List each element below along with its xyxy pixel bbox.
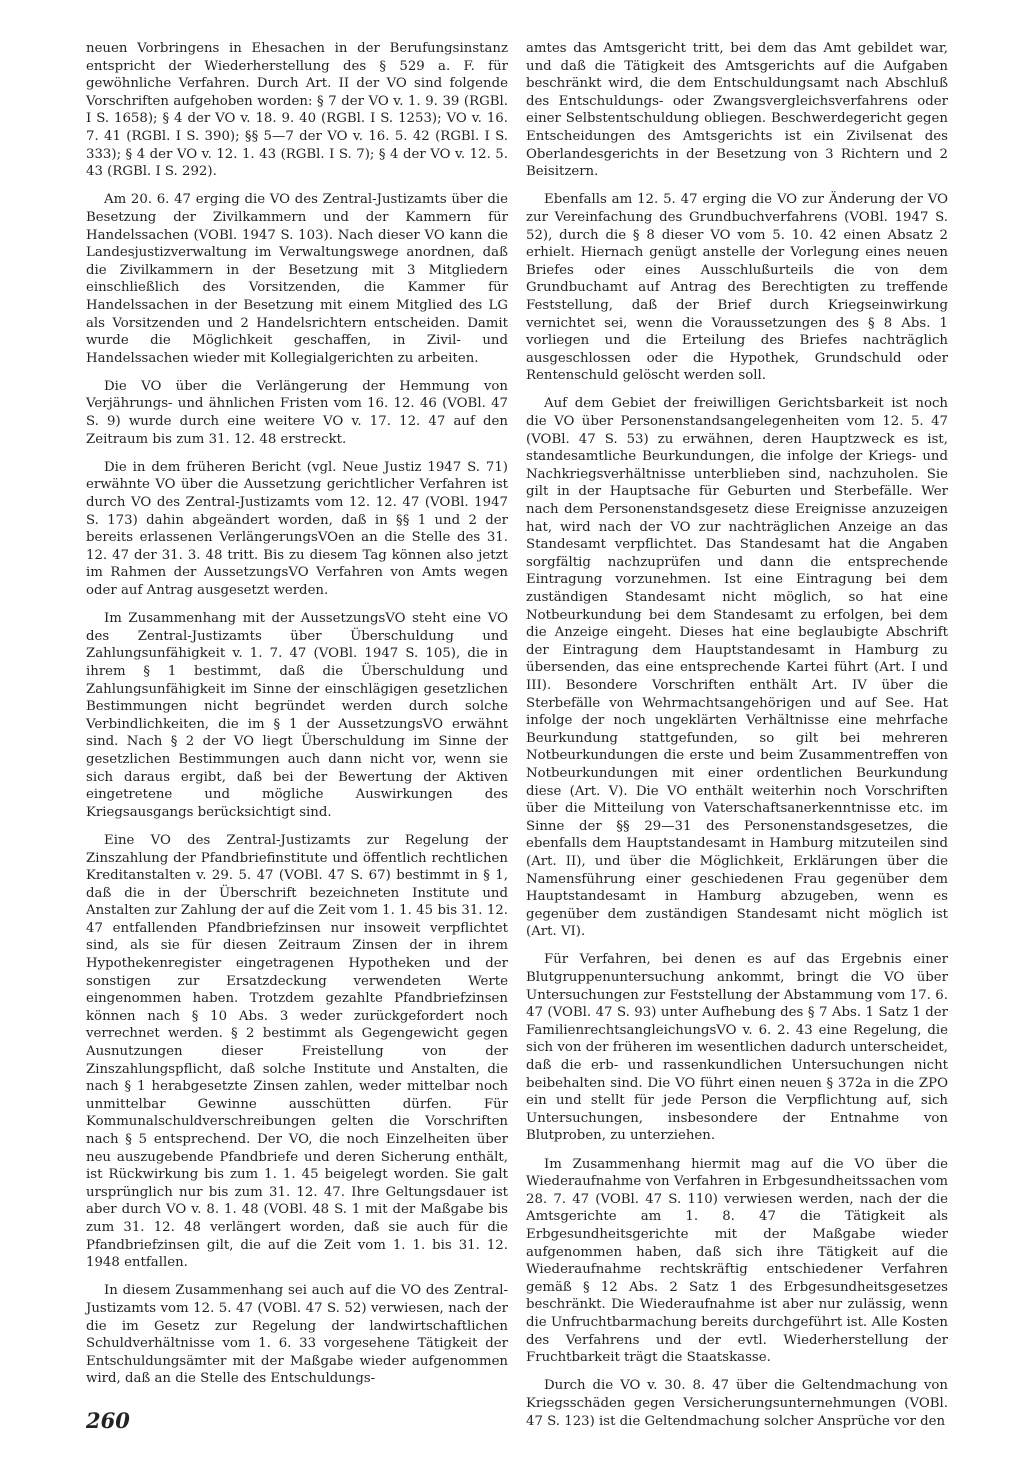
paragraph: In diesem Zusammenhang sei auch auf die VO des Zentral-Justizamts vom 12. 5. 47 (VOBl. 47 S. 52) verwiesen, nach der die im Gesetz zur Regelung der landwirtschaftlichen Schuldverhältnisse vom 1. 6. 33 vorgesehene Tätigkeit der Entschuldungsämter mit der Maßgabe wieder aufgenommen wird, daß an die Stelle des Entschuldungs- xyxy=(86,1283,508,1387)
paragraph: Am 20. 6. 47 erging die VO des Zentral-Justizamts über die Besetzung der Zivilkammern und der Kammern für Handelssachen (VOBl. 1947 S. 103). Nach dieser VO kann die Landesjustizverwaltung im Verwaltungswege anordnen, daß die Zivilkammern in der Besetzung mit 3 Mitgliedern einschließlich des Vorsitzenden, die Kammer für Handelssachen in der Besetzung mit einem Mitglied des LG als Vorsitzenden und 2 Handelsrichtern entscheiden. Damit wurde die Möglichkeit geschaffen, in Zivil- und Handelssachen wieder mit Kollegialgerichten zu arbeiten. xyxy=(86,192,508,366)
paragraph: Eine VO des Zentral-Justizamts zur Regelung der Zinszahlung der Pfandbriefinstitute und öffentlich rechtlichen Kreditanstalten v. 29. 5. 47 (VOBl. 47 S. 67) bestimmt in § 1, daß die in der Überschrift bezeichneten Institute und Anstalten zur Zahlung der auf die Zeit vom 1. 1. 45 bis 31. 12. 47 entfallenden Pfandbriefzinsen nur insoweit verpflichtet sind, als sie für diesen Zeitraum Zinsen der in ihrem Hypothekenregister eingetragenen Hypotheken und der sonstigen zur Ersatzdeckung verwendeten Werte eingenommen haben. Trotzdem gezahlte Pfandbriefzinsen können nach § 10 Abs. 3 weder zurückgefordert noch verrechnet werden. § 2 bestimmt als Gegengewicht gegen Ausnutzungen dieser Freistellung von der Zinszahlungspflicht, daß solche Institute und Anstalten, die nach § 1 herabgesetzte Zinsen zahlen, weder mittelbar noch unmittelbar Gewinne ausschütten dürfen. Für Kommunalschuldverschreibungen gelten die Vorschriften nach § 5 entsprechend. Der VO, die noch Einzelheiten über neu auszugebende Pfandbriefe und deren Sicherung enthält, ist Rückwirkung bis zum 1. 1. 45 beigelegt worden. Sie galt ursprünglich nur bis zum 31. 12. 47. Ihre Geltungsdauer ist aber durch VO v. 8. 1. 48 (VOBl. 48 S. 1 mit der Maßgabe bis zum 31. 12. 48 verlängert worden, daß sie auch für die Pfandbriefzinsen gilt, die auf die Zeit vom 1. 1. bis 31. 12. 1948 entfallen. xyxy=(86,832,508,1271)
paragraph: neuen Vorbringens in Ehesachen in der Berufungsinstanz entspricht der Wiederherstellung des § 529 a. F. für gewöhnliche Verfahren. Durch Art. II der VO sind folgende Vorschriften aufgehoben worden: § 7 der VO v. 1. 9. 39 (RGBl. I S. 1658); § 4 der VO v. 18. 9. 40 (RGBl. I S. 1253); VO v. 16. 7. 41 (RGBl. I S. 390); §§ 5—7 der VO v. 16. 5. 42 (RGBl. I S. 333); § 4 der VO v. 12. 1. 43 (RGBl. I S. 7); § 4 der VO v. 12. 5. 43 (RGBl. I S. 292). xyxy=(86,41,508,180)
paragraph: Die in dem früheren Bericht (vgl. Neue Justiz 1947 S. 71) erwähnte VO über die Aussetzung gerichtlicher Verfahren ist durch VO des Zentral-Justizamts vom 12. 12. 47 (VOBl. 1947 S. 173) dahin abgeändert worden, daß in §§ 1 und 2 der bereits erlassenen VerlängerungsVOen an die Stelle des 31. 12. 47 der 31. 3. 48 tritt. Bis zu diesem Tag können also jetzt im Rahmen der AussetzungsVO Verfahren von Amts wegen oder auf Antrag ausgesetzt werden. xyxy=(86,459,508,598)
paragraph: Im Zusammenhang mit der AussetzungsVO steht eine VO des Zentral-Justizamts über Überschuldung und Zahlungsunfähigkeit v. 1. 7. 47 (VOBl. 1947 S. 105), die in ihrem § 1 bestimmt, daß die Überschuldung und Zahlungsunfähigkeit im Sinne der einschlägigen gesetzlichen Bestimmungen nicht begründet werden durch solche Verbindlichkeiten, die im § 1 der AussetzungsVO erwähnt sind. Nach § 2 der VO liegt Überschuldung im Sinne der gesetzlichen Bestimmungen auch dann nicht vor, wenn sie sich daraus ergibt, daß bei der Bewertung der Aktiven eingetretene und mögliche Auswirkungen des Kriegsausgangs berücksichtigt sind. xyxy=(86,611,508,820)
page-number: 260 xyxy=(86,1408,130,1433)
paragraph: Durch die VO v. 30. 8. 47 über die Geltendmachung von Kriegsschäden gegen Versicherungsunternehmungen (VOBl. 47 S. 123) ist die Geltendmachung solcher Ansprüche vor den xyxy=(526,1378,948,1429)
paragraph: Auf dem Gebiet der freiwilligen Gerichtsbarkeit ist noch die VO über Personenstandsangelegenheiten vom 12. 5. 47 (VOBl. 47 S. 53) zu erwähnen, deren Hauptzweck es ist, standesamtliche Beurkundungen, die infolge der Kriegs- und Nachkriegsverhältnisse unterblieben sind, nachzuholen. Sie gilt in der Hauptsache für Geburten und Sterbefälle. Wer nach dem Personenstandsgesetz diese Ereignisse anzuzeigen hat, wird nach der VO zur nachträglichen Anzeige an das Standesamt verpflichtet. Das Standesamt hat die Angaben sorgfältig nachzuprüfen und dann die entsprechende Eintragung vorzunehmen. Ist eine Eintragung bei dem zuständigen Standesamt nicht möglich, so hat eine Notbeurkundung bei dem Standesamt zu erfolgen, bei dem die Anzeige eingeht. Dieses hat eine beglaubigte Abschrift der Eintragung dem Hauptstandesamt in Hamburg zu übersenden, das eine entsprechende Kartei führt (Art. I und III). Besondere Vorschriften enthält Art. IV über die Sterbefälle von Wehrmachtsangehörigen und auf See. Hat infolge der noch ungeklärten Verhältnisse eine mehrfache Beurkundung stattgefunden, so gilt bei mehreren Notbeurkundungen die erste und beim Zusammentreffen von Notbeurkundungen mit einer ordentlichen Beurkundung diese (Art. V). Die VO enthält weiterhin noch Vorschriften über die Mitteilung von Vaterschaftsanerkenntnisse etc. im Sinne der §§ 29—31 des Personenstandsgesetzes, die ebenfalls dem Hauptstandesamt in Hamburg mitzuteilen sind (Art. II), und über die Möglichkeit, Erklärungen über die Namensführung einer geschiedenen Frau gegenüber dem Hauptstandesamt in Hamburg abzugeben, wenn es gegenüber dem zuständigen Standesamt nicht möglich ist (Art. VI). xyxy=(526,396,948,940)
paragraph: Ebenfalls am 12. 5. 47 erging die VO zur Änderung der VO zur Vereinfachung des Grundbuchverfahrens (VOBl. 1947 S. 52), durch die § 8 dieser VO vom 5. 10. 42 einen Absatz 2 erhielt. Hiernach genügt anstelle der Vorlegung eines neuen Briefes oder eines Ausschlußurteils die von dem Grundbuchamt auf Antrag des Berechtigten zu treffende Feststellung, daß der Brief durch Kriegseinwirkung vernichtet sei, wenn die Voraussetzungen des § 8 Abs. 1 vorliegen und die Erteilung des Briefes nachträglich ausgeschlossen oder die Hypothek, Grundschuld oder Rentenschuld gelöscht werden soll. xyxy=(526,192,948,384)
paragraph: amtes das Amtsgericht tritt, bei dem das Amt gebildet war, und daß die Tätigkeit des Amtsgerichts auf die Aufgaben beschränkt wird, die dem Entschuldungsamt nach Abschluß des Entschuldungs- oder Zwangsvergleichsverfahrens oder einer Selbstentschuldung obliegen. Beschwerdegericht gegen Entscheidungen des Amtsgerichts ist ein Zivilsenat des Oberlandesgerichts in der Besetzung von 3 Richtern und 2 Beisitzern. xyxy=(526,41,948,180)
paragraph: Die VO über die Verlängerung der Hemmung von Verjährungs- und ähnlichen Fristen vom 16. 12. 46 (VOBl. 47 S. 9) wurde durch eine weitere VO v. 17. 12. 47 auf den Zeitraum bis zum 31. 12. 48 erstreckt. xyxy=(86,378,508,447)
paragraph: Für Verfahren, bei denen es auf das Ergebnis einer Blutgruppenuntersuchung ankommt, bringt die VO über Untersuchungen zur Feststellung der Abstammung vom 17. 6. 47 (VOBl. 47 S. 93) unter Aufhebung des § 7 Abs. 1 Satz 1 der FamilienrechtsangleichungsVO v. 6. 2. 43 eine Regelung, die sich von der früheren im wesentlichen dadurch unterscheidet, daß die erb- und rassenkundlichen Untersuchungen nicht beibehalten sind. Die VO führt einen neuen § 372a in die ZPO ein und stellt für jede Person die Verpflichtung auf, sich Untersuchungen, insbesondere der Entnahme von Blutproben, zu unterziehen. xyxy=(526,952,948,1144)
left-column xyxy=(86,40,508,1399)
right-column xyxy=(526,40,948,1441)
paragraph: Im Zusammenhang hiermit mag auf die VO über die Wiederaufnahme von Verfahren in Erbgesundheitssachen vom 28. 7. 47 (VOBl. 47 S. 110) verwiesen werden, nach der die Amtsgerichte am 1. 8. 47 die Tätigkeit als Erbgesundheitsgerichte mit der Maßgabe wieder aufgenommen haben, daß sich ihre Tätigkeit auf die Wiederaufnahme rechtskräftig entschiedener Verfahren gemäß § 12 Abs. 2 Satz 1 des Erbgesundheitsgesetzes beschränkt. Die Wiederaufnahme ist aber nur zulässig, wenn die Unfruchtbarmachung bereits durchgeführt ist. Alle Kosten des Verfahrens und der evtl. Wiederherstellung der Fruchtbarkeit trägt die Staatskasse. xyxy=(526,1156,948,1366)
